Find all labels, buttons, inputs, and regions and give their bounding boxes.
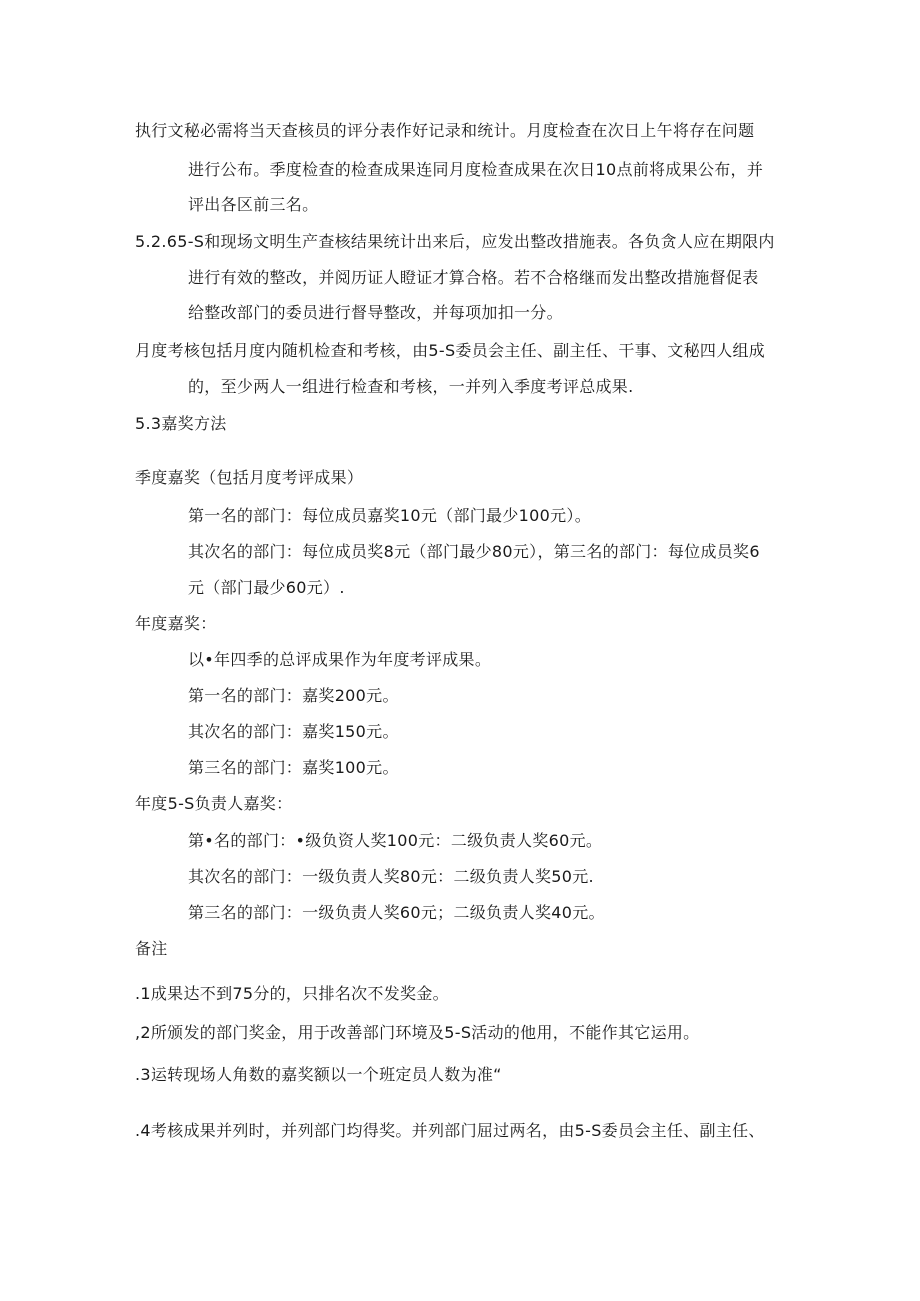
text-line: 5.2.65-S和现场文明生产查核结果统计出来后，应发出整改措施表。各负贪人应在期限内 [135,232,775,251]
text-line: 其次名的部门：一级负责人奖80元：二级负责人奖50元. [188,867,594,886]
text-line: 第三名的部门：一级负责人奖60元；二级负责人奖40元。 [188,903,605,922]
text-line: .4考核成果并列时，并列部门均得奖。并列部门屈过两名，由5-S委员会主任、副主任、 [135,1121,765,1140]
text-line: 进行有效的整改，并阅历证人瞪证才算合格。若不合格继而发出整改措施督促表 [188,268,759,287]
text-line: 备注 [135,939,168,958]
text-line: ,2所颁发的部门奖金，用于改善部门环境及5-S活动的他用，不能作其它运用。 [135,1023,700,1042]
text-line: 以•年四季的总评成果作为年度考评成果。 [188,650,492,669]
text-line: 第三名的部门：嘉奖100元。 [188,758,399,777]
text-line: .3运转现场人角数的嘉奖额以一个班定员人数为准“ [135,1065,502,1084]
text-line: 的，至少两人一组进行检查和考核，一并列入季度考评总成果. [188,377,634,396]
text-line: 月度考核包括月度内随机检查和考核，由5-S委员会主任、副主任、干事、文秘四人组成 [135,341,766,360]
text-line: 季度嘉奖（包括月度考评成果） [135,468,364,487]
text-line: 第一名的部门：每位成员嘉奖10元（部门最少100元）。 [188,506,591,525]
text-line: 进行公布。季度检查的检查成果连同月度检查成果在次日10点前将成果公布，并 [188,160,764,179]
text-line: 其次名的部门：每位成员奖8元（部门最少80元），第三名的部门：每位成员奖6 [188,542,760,561]
section-heading: 5.3嘉奖方法 [135,414,227,433]
text-line: 给整改部门的委员进行督导整改，并每项加扣一分。 [188,303,563,322]
text-line: 其次名的部门：嘉奖150元。 [188,722,399,741]
text-line: 第•名的部门：•级负资人奖100元：二级负责人奖60元。 [188,831,603,850]
text-line: 第一名的部门：嘉奖200元。 [188,686,399,705]
text-line: 执行文秘必需将当天查核员的评分表作好记录和统计。月度检查在次日上午将存在问题 [135,121,755,140]
text-line: 评出各区前三名。 [188,195,319,214]
text-line: .1成果达不到75分的，只排名次不发奖金。 [135,984,449,1003]
text-line: 年度5-S负责人嘉奖： [135,794,293,813]
text-line: 元（部门最少60元）. [188,578,345,597]
text-line: 年度嘉奖： [135,614,217,633]
